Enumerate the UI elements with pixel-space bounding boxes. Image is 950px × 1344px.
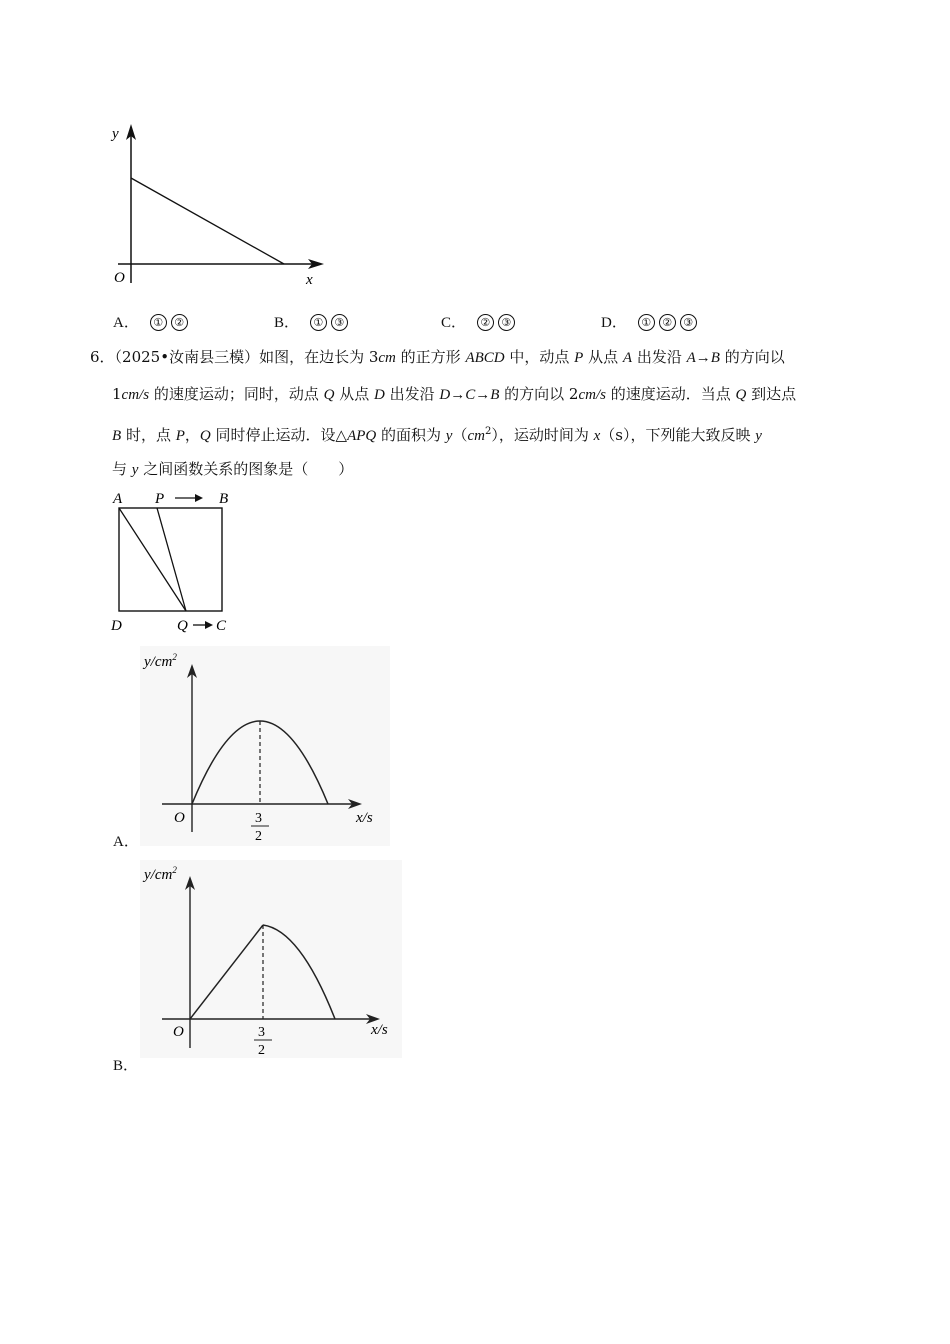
- y-axis-label: $y/cm^2$: [144, 652, 177, 670]
- circled-mark: ②: [171, 314, 188, 331]
- option-c-prev[interactable]: [441, 312, 519, 333]
- tick-denominator: 2: [258, 1043, 265, 1058]
- previous-question-graph: [100, 118, 340, 298]
- label-a: A: [113, 491, 123, 507]
- segment-aq: [119, 508, 186, 611]
- graph-option-b-label[interactable]: B．: [113, 1058, 139, 1074]
- graph-option-a-label[interactable]: A．: [113, 834, 139, 850]
- arrow-q-head: [205, 621, 213, 629]
- option-a-prev[interactable]: [113, 312, 192, 333]
- y-axis-label: y: [112, 126, 119, 142]
- option-label: C．: [441, 315, 467, 331]
- question-line-4: 与 y 之间函数关系的图象是（ ）: [112, 460, 354, 478]
- origin-label: O: [114, 270, 125, 286]
- square-figure: [106, 486, 246, 636]
- question-line-3: B 时，点 P，Q 同时停止运动．设△APQ 的面积为 $y(cm^2)$，运动时间为 x（s），下列能大致反映 y: [112, 426, 762, 444]
- question-line-2: 1cm/s 的速度运动；同时，动点 Q 从点 D 出发沿 D→C→B 的方向以 2cm/s 的速度运动．当点 Q 到达点: [112, 385, 797, 403]
- origin-label: O: [173, 1024, 184, 1040]
- origin-label: O: [174, 810, 185, 826]
- x-axis-label: x/s: [356, 810, 373, 826]
- option-d-prev[interactable]: [601, 312, 701, 333]
- circled-mark: ③: [331, 314, 348, 331]
- label-d: D: [111, 618, 122, 634]
- circled-mark: ①: [310, 314, 327, 331]
- option-label: A．: [113, 315, 139, 331]
- x-axis-label: x/s: [371, 1022, 388, 1038]
- question-line-1: 6．（2025•汝南县三模）如图，在边长为 3cm 的正方形 ABCD 中，动点 P 从点 A 出发沿 A→B 的方向以: [90, 348, 785, 366]
- circled-mark: ②: [659, 314, 676, 331]
- label-q: Q: [177, 618, 188, 634]
- question-number: 6．: [90, 348, 115, 366]
- graph-line: [131, 178, 284, 264]
- graph-option-b: [140, 860, 402, 1058]
- option-b-prev[interactable]: [274, 312, 352, 333]
- circled-mark: ①: [638, 314, 655, 331]
- segment-pq: [157, 508, 186, 611]
- tick-numerator: 3: [255, 811, 262, 826]
- option-label: B．: [274, 315, 300, 331]
- y-axis-label: $y/cm^2$: [144, 865, 177, 883]
- option-label: D．: [601, 315, 627, 331]
- question-source: （2025•汝南县三模）: [114, 348, 260, 366]
- label-c: C: [216, 618, 227, 634]
- circled-mark: ①: [150, 314, 167, 331]
- label-p: P: [155, 491, 165, 507]
- x-axis-label: x: [306, 272, 313, 288]
- square-abcd: [119, 508, 222, 611]
- label-b: B: [219, 491, 229, 507]
- tick-numerator: 3: [258, 1025, 265, 1040]
- circled-mark: ③: [498, 314, 515, 331]
- tick-denominator: 2: [255, 829, 262, 844]
- circled-mark: ③: [680, 314, 697, 331]
- circled-mark: ②: [477, 314, 494, 331]
- arrow-p-head: [195, 494, 203, 502]
- graph-option-a: [140, 646, 390, 846]
